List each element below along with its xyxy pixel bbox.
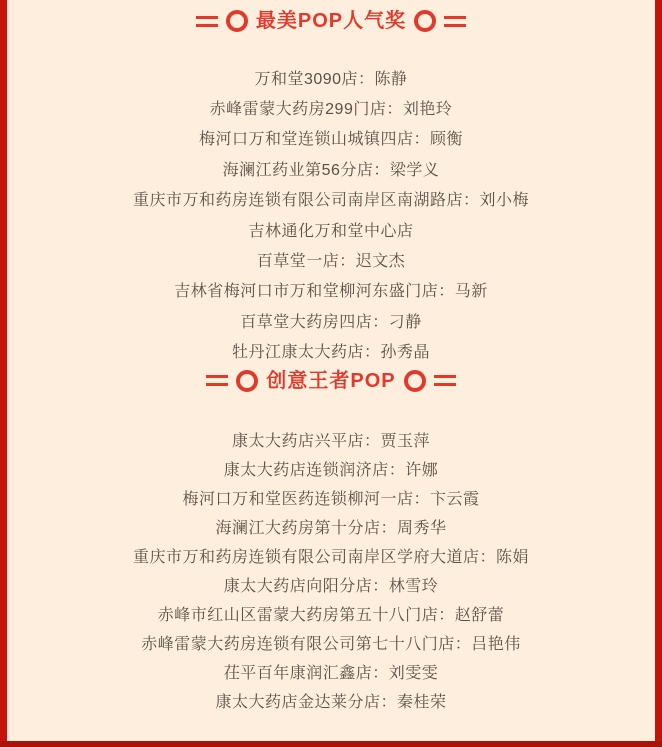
award-list-item: 重庆市万和药房连锁有限公司南岸区南湖路店：刘小梅 [132,192,529,210]
award-list-item: 万和堂3090店：陈静 [254,70,408,88]
award-sections-container [0,8,662,715]
award-list-item: 康太大药店兴平店：贾玉萍 [231,432,430,450]
award-list-item: 茌平百年康润汇鑫店：刘雯雯 [223,664,439,682]
award-section [20,8,642,366]
double-line-icon [434,375,456,386]
bottom-border-bar [0,741,662,747]
award-list-item: 康太大药店连锁润济店：许娜 [223,461,439,479]
ring-icon [414,10,436,32]
award-list-item: 赤峰市红山区雷蒙大药房第五十八门店：赵舒蕾 [157,606,505,624]
award-list-item: 重庆市万和药房连锁有限公司南岸区学府大道店：陈娟 [132,548,529,566]
award-list-item: 赤峰雷蒙大药房299门店：刘艳玲 [209,101,453,119]
award-list-item: 海澜江大药房第十分店：周秀华 [215,519,447,537]
award-list-item: 百草堂大药房四店：刁静 [240,313,422,331]
award-list-item: 赤峰雷蒙大药房连锁有限公司第七十八门店：吕艳伟 [141,635,521,653]
ring-icon [236,370,258,392]
ring-icon [404,370,426,392]
award-list [20,425,642,715]
section-title: 最美POP人气奖 [255,10,407,32]
double-line-icon [196,16,218,27]
award-list-item: 梅河口万和堂医药连锁柳河一店：卞云霞 [182,490,480,508]
award-list-item: 吉林通化万和堂中心店 [248,222,414,240]
section-title: 创意王者POP [266,369,396,392]
section-header [20,368,642,394]
award-list-item: 吉林省梅河口市万和堂柳河东盛门店：马新 [174,283,488,301]
award-list-item: 牡丹江康太大药店：孙秀晶 [231,344,430,362]
award-list-item: 康太大药店向阳分店：林雪玲 [223,577,439,595]
double-line-icon [444,16,466,27]
award-list-item: 海澜江药业第56分店：梁学义 [222,161,440,179]
section-header [20,8,642,34]
award-list-item: 康太大药店金达莱分店：秦桂荣 [215,693,447,711]
award-list-item: 梅河口万和堂连锁山城镇四店：顾衡 [198,131,463,149]
award-section [20,368,642,715]
ring-icon [226,10,248,32]
double-line-icon [206,375,228,386]
award-list-item: 百草堂一店：迟文杰 [256,253,406,271]
award-list [20,62,642,366]
